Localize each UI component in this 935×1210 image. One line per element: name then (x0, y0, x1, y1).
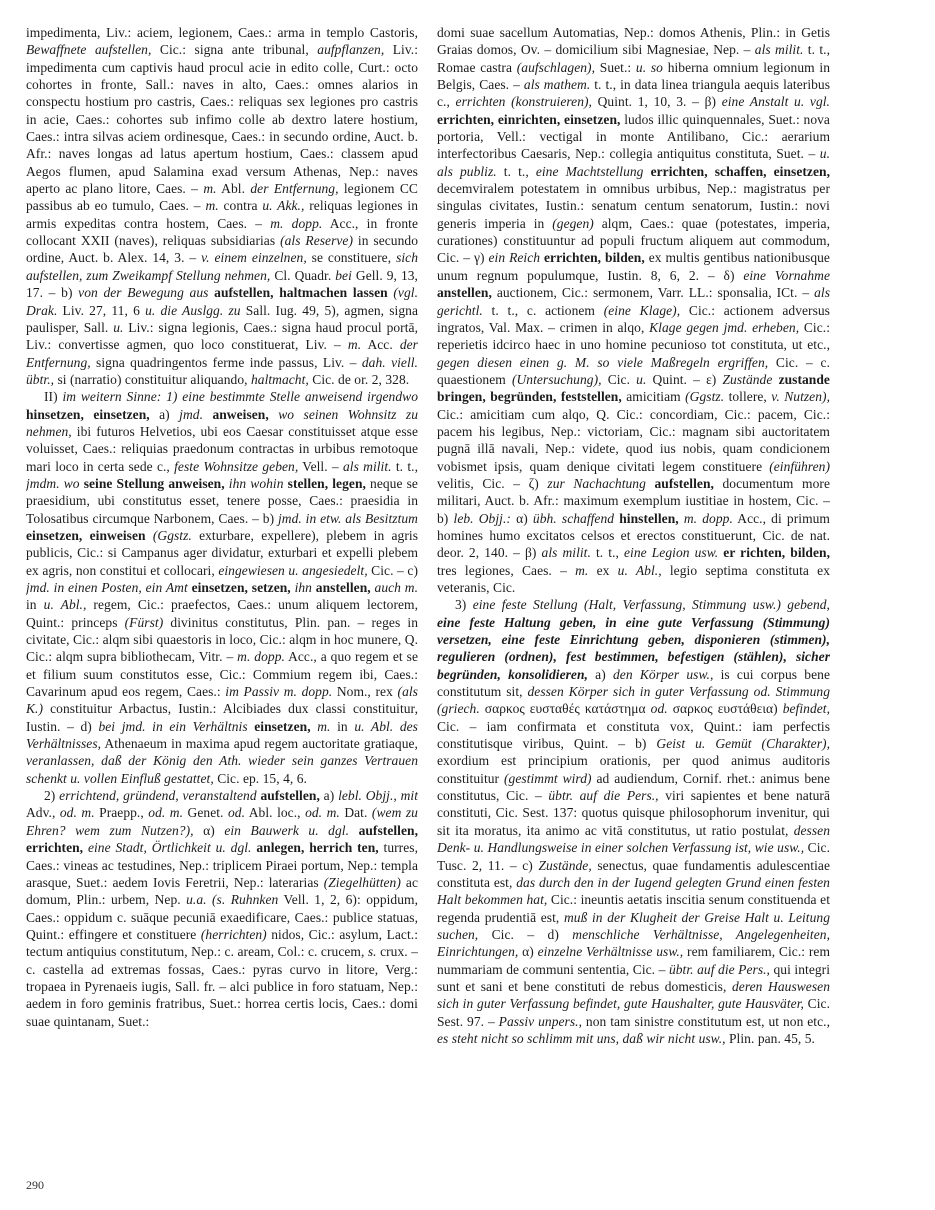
paragraph: 3) eine feste Stellung (Halt, Verfassung, Stimmung usw.) gebend, eine feste Haltung geben, in eine gute Verfassung (Stimmung) versetzen, eine feste Einrichtung geben, disponieren (stimmen), regulieren (ordnen), fest bestimmen, befestigen (stählen), sicher begründen, konsolidieren, a) den Körper usw., is cui corpus bene constitutum sit, dessen Körper sich in guter Verfassung od. Stimmung (griech. σαρκος ευσταθές κατάστημα od. σαρκος ευστάθεια) befindet, Cic. – iam confirmata et constituta vox, Quint.: iam perfectis constitutisque viribus, Quint. – b) Geist u. Gemüt (Charakter), exordium est principium orationis, per quod animus auditoris constituitur (gestimmt wird) ad audiendum, Cornif. rhet.: animus bene constitutus, Cic. – übtr. auf die Pers., viri sapientes et bene naturā constituti, Cic. Sest. 137: quotus quisque philosophorum invenitur, qui sit ita moratus, ita animo ac vitā constitutus, ut ratio postulat, dessen Denk- u. Handlungsweise in einer solchen Verfassung ist, wie usw., Cic. Tusc. 2, 11. – c) Zustände, senectus, quae fundamentis adulescentiae constituta est, das durch den in der Iugend gelegten Grund einen festen Halt bekommen hat, Cic.: ineuntis aetatis inscitia senum constituenda et regenda prudentiā est, muß in der Klugheit der Greise Halt u. Leitung suchen, Cic. – d) menschliche Verhältnisse, Angelegenheiten, Einrichtungen, α) einzelne Verhältnisse usw., rem familiarem, Cic.: rem nummariam de communi sententia, Cic. – übtr. auf die Pers., qui integri sunt et sani et bene constituti de rebus domesticis, deren Hauswesen sich in guter Verfassung befindet, gute Haushalter, gute Hausväter, Cic. Sest. 97. – Passiv unpers., non tam sinistre constitutum est, ut non etc., es steht nicht so schlimm mit uns, daß wir nicht usw., Plin. pan. 45, 5. (437, 597, 830, 1046)
paragraph: II) im weitern Sinne: 1) eine bestimmte Stelle anweisend irgendwo hinsetzen, einsetzen, a) jmd. anweisen, wo seinen Wohnsitz zu nehmen, ibi futuros Helvetios, ubi eos Caesar constituisset atque esse voluisset, Caes.: reliquias praedonum contractas in urbibus remotoque mari loco in certa sede c., feste Wohnsitze geben, Vell. – als milit. t. t., jmdm. wo seine Stellung anweisen, ihn wohin stellen, legen, neque se praesidium, ubi constitutus esset, tenere posse, Caes.: praesidia in Tolosatibus circumque Narbonem, Caes. – b) jmd. in etw. als Besitztum einsetzen, einweisen (Ggstz. exturbare, expellere), plebem in agris publicis, Cic.: si Campanus ager dividatur, exturbari et expelli plebem ex agris, non constitui et collocari, eingewiesen u. angesiedelt, Cic. – c) jmd. in einen Posten, ein Amt einsetzen, setzen, ihn anstellen, auch m. in u. Abl., regem, Cic.: praefectos, Caes.: unum aliquem lectorem, Quint.: princeps (Fürst) divinitus constitutus, Plin. pan. – reges in civitate, Cic.: alqm sibi quaestoris in loco, Cic.: alqm in hoc munere, Q. Cic.: alqm supra bibliothecam, Vitr. – m. dopp. Acc., a quo regem et se et filium suum constitutos esse, Cic.: Commium regem ibi, Caes.: Cavarinum apud eos regem, Caes.: im Passiv m. dopp. Nom., rex (als K.) constituitur Arbactus, Iustin.: Alcibiades dux classi constituitur, Iustin. – d) bei jmd. in ein Verhältnis einsetzen, m. in u. Abl. des Verhältnisses, Athenaeum in maxima apud regem auctoritate gratiaque, veranlassen, daß der König den Ath. wieder sein ganzes Vertrauen schenkt u. vollen Einfluß gestattet, Cic. ep. 15, 4, 6. (26, 389, 418, 786)
paragraph: impedimenta, Liv.: aciem, legionem, Caes.: arma in templo Castoris, Bewaffnete aufstellen, Cic.: signa ante tribunal, aufpflanzen, Liv.: impedimenta cum captivis haud procul acie in edito colle, Curt.: octo cohortes in fronte, Sall.: naves in alto, Caes.: omnes alarios in conspectu hostium pro castris, Caes.: reliquas sex legiones pro castris in acie, Caes.: cohortes sub infimo colle ab dextro latere hostium, Caes.: intra silvas aciem ordinesque, Caes.: in secundo ordine, Auct. b. Afr.: naves longas ad latus apertum hostium, Caes.: classem apud Aegos flumen, apud Salamina exad versum Athenas, Nep.: naves aperto ac plano litore, Caes. – m. Abl. der Entfernung, legionem CC passibus ab eo tumulo, Caes. – m. contra u. Akk., reliquas legiones in armis expeditas contra hostem, Caes. – m. dopp. Acc., in fronte collocant XXII (naves), reliquas subsidiarias (als Reserve) in secundo ordine, Auct. b. Alex. 14, 3. – v. einem einzelnen, se constituere, sich aufstellen, zum Zweikampf Stellung nehmen, Cl. Quadr. bei Gell. 9, 13, 17. – b) von der Bewegung aus aufstellen, haltmachen lassen (vgl. Drak. Liv. 27, 11, 6 u. die Auslgg. zu Sall. Iug. 49, 5), agmen, signa paulisper, Sall. u. Liv.: signa legionis, Caes.: signa haud procul portā, Liv.: convertisse agmen, quo loco constituerat, Liv. – m. Acc. der Entfernung, signa quadringentos ferme inde passus, Liv. – dah. viell. übtr., si (narratio) constituitur aliquando, haltmacht, Cic. de or. 2, 328. (26, 25, 418, 387)
paragraph: domi suae sacellum Automatias, Nep.: domos Athenis, Plin.: in Getis Graias domos, Ov. – domicilium sibi Magnesiae, Nep. – als milit. t. t., Romae castra (aufschlagen), Suet.: u. so hiberna omnium legionum in Belgis, Caes. – als mathem. t. t., in data linea triangula aequis lateribus c., errichten (konstruieren), Quint. 1, 10, 3. – β) eine Anstalt u. vgl. errichten, einrichten, einsetzen, ludos illic quinquennales, Suet.: nova portoria, Vell.: vectigal in monte Antilibano, Cic.: aerarium interfectoribus Caesaris, Nep.: collegia antiquitus constituta, Suet. – u. als publiz. t. t., eine Machtstellung errichten, schaffen, einsetzen, decemviralem potestatem in omnibus urbibus, Nep.: magistratus per singulas civitates, Iustin.: senatum centum senatorum, Iustin.: novi generis imperia in (gegen) alqm, Caes.: quae (potestates, imperia, curationes) constituuntur ad populi fructum aliquem aut commodum, Cic. – γ) ein Reich errichten, bilden, ex multis gentibus nationibusque unum regnum populumque, Iustin. 8, 6, 2. – δ) eine Vornahme anstellen, auctionem, Cic.: sermonem, Varr. LL.: sponsalia, ICt. – als gerichtl. t. t., c. actionem (eine Klage), Cic.: actionem adversus ingratos, Val. Max. – crimen in alqo, Klage gegen jmd. erheben, Cic.: reperietis idcirco haec in uno homine pecunioso tot constituta, ut etc., gegen diesen einen g. M. so viele Maßregeln ergriffen, Cic. – c. quaestionem (Untersuchung), Cic. u. Quint. – ε) Zustände zustande bringen, begründen, feststellen, amicitiam (Ggstz. tollere, v. Nutzen), Cic.: amicitiam cum alqo, Q. Cic.: concordiam, Cic.: pacem, Cic.: pacem his legibus, Nep.: victoriam, Cic.: magnam sibi auctoritatem pugnā illā navali, Nep.: videte, quod ius nobis, quam condicionem vobismet ipsis, quam denique civitati legem constituere (einführen) velitis, Cic. – ζ) zur Nachachtung aufstellen, documentum more militari, Auct. b. Afr.: maximum exemplum iustitiae in hostem, Cic. – b) leb. Objj.: α) übh. schaffend hinstellen, m. dopp. Acc., di primum homines humo excitatos celsos et erectos constituerunt, Cic. de nat. deor. 2, 140. – β) als milit. t. t., eine Legion usw. er richten, bilden, tres legiones, Caes. – m. ex u. Abl., legio septima constituta ex veteranis, Cic. (437, 25, 830, 595)
paragraph: 2) errichtend, gründend, veranstaltend aufstellen, a) lebl. Objj., mit Adv., od. m. Praepp., od. m. Genet. od. Abl. loc., od. m. Dat. (wem zu Ehren? wem zum Nutzen?), α) ein Bauwerk u. dgl. aufstellen, errichten, eine Stadt, Örtlichkeit u. dgl. anlegen, herrich ten, turres, Caes.: vineas ac testudines, Nep.: triplicem Piraei portum, Nep.: templa arasque, Suet.: aedem Iovis Feretrii, Nep.: laterarias (Ziegelhütten) ac domum, Plin.: urbem, Nep. u.a. (s. Ruhnken Vell. 1, 2, 6): oppidum, Caes.: oppidum c. suāque pecuniā exaedificare, Caes.: publice statuas, Quint.: effingere et constituere (herrichten) nidos, Cic.: asylum, Lact.: tectum antiquius constitutum, Nep.: c. aream, Col.: c. crucem, s. crux. – c. castella ad extremas fossas, Caes.: pyras curvo in litore, Verg.: tropaea in Pyrenaeis iugis, Sall. fr. – alci publice in foro statuam, Nep.: aedem in foro geminis fratribus, Suet.: horrea certis locis, Caes.: domi suae quintanam, Suet.: (26, 788, 418, 1029)
right-column (437, 24, 830, 1176)
left-column (26, 24, 418, 1176)
page-number: 290 (26, 1178, 44, 1192)
